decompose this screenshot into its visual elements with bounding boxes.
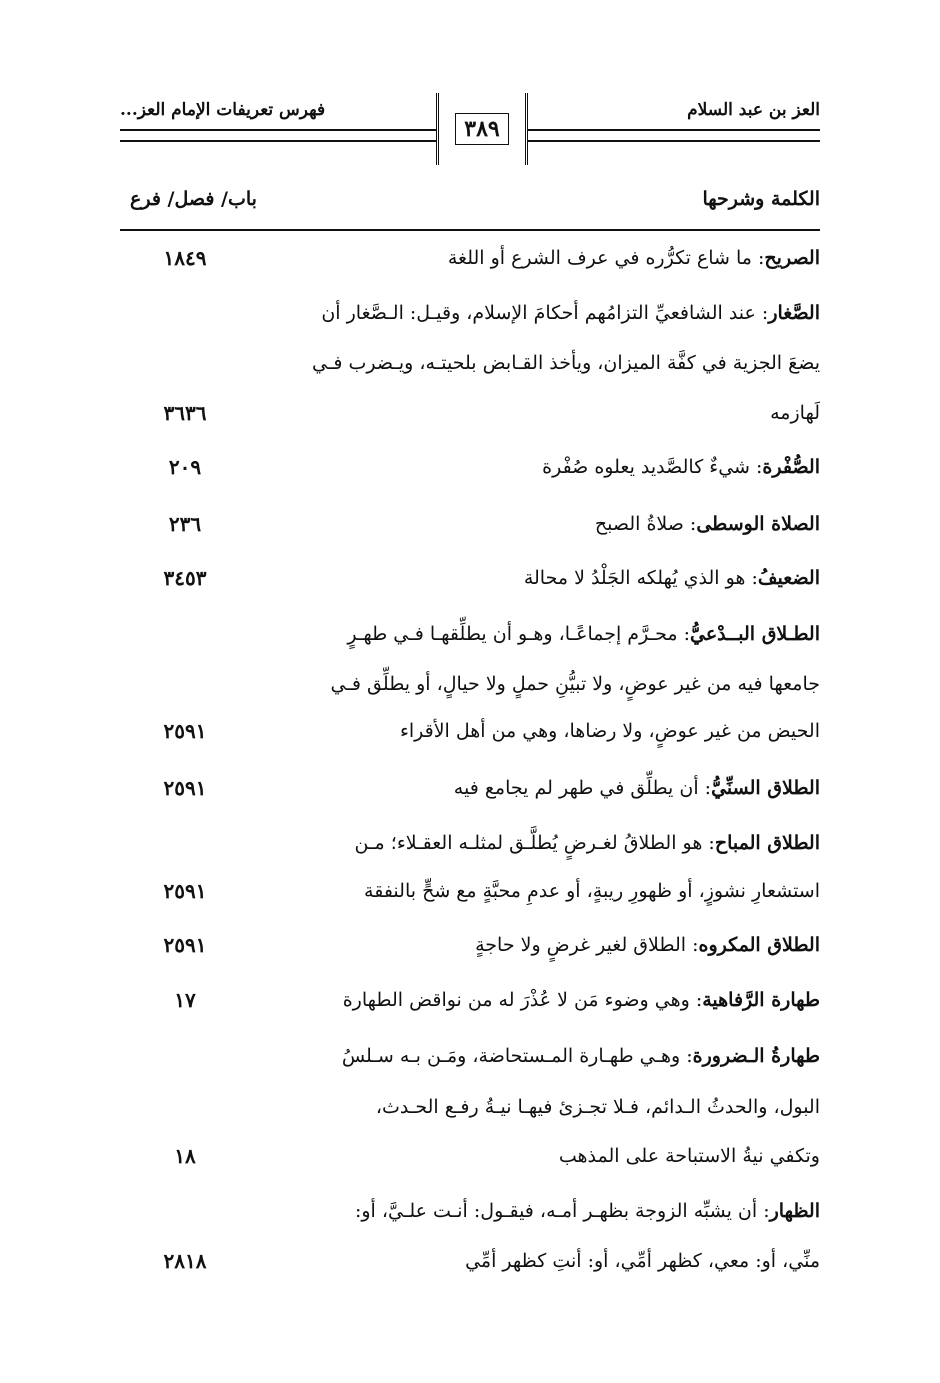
entry-term: الضعيفُ — [757, 567, 820, 589]
entry-text: : هو الطلاقُ لغـرضٍ يُطلَّـق لمثلـه العقـلاء؛ مـن — [354, 832, 715, 854]
entry-ref: ٢٠٩ — [168, 455, 202, 479]
entry-line — [294, 876, 820, 906]
entry-ref: ١٨ — [174, 1144, 196, 1168]
entry-ref: ٣٤٥٣ — [163, 566, 207, 590]
entry-term: الطلاق المكروه — [698, 934, 820, 956]
entry-text: الحيض من غير عوضٍ، ولا رضاها، وهي من أهل الأقراء — [399, 720, 820, 742]
entry-text: وتكفي نيةُ الاستباحة على المذهب — [558, 1145, 820, 1167]
entry-line — [294, 398, 820, 428]
entry-ref: ١٧ — [174, 988, 196, 1012]
entry-line — [294, 828, 820, 858]
page-number: ٣٨٩ — [455, 113, 508, 145]
entry-text: : ما شاع تكرُّره في عرف الشرع أو اللغة — [447, 247, 765, 269]
entry-text: : صلاةُ الصبح — [594, 513, 697, 535]
entry-line — [294, 1196, 820, 1226]
entry-text: جامعها فيه من غير عوضٍ، ولا تبيُّنِ حملٍ ولا حيالٍ، أو يطلِّق فـي — [330, 673, 820, 695]
entry-text: : عند الشافعيِّ التزامُهم أحكامَ الإسلام، وقيـل: الـصَّغار أن — [321, 302, 769, 324]
entry-line — [294, 619, 820, 649]
entry-text: : الطلاق لغير غرضٍ ولا حاجةٍ — [475, 934, 699, 956]
entry-text: لَهازمه — [770, 402, 820, 424]
entry-ref: ٢٥٩١ — [163, 879, 207, 903]
column-header-word: الكلمة وشرحها — [702, 188, 820, 210]
entry-line — [294, 985, 820, 1015]
entry-line — [294, 1041, 820, 1071]
entry-line — [294, 1092, 820, 1122]
entry-line — [294, 669, 820, 699]
entry-term: طهارةُ الـضرورة — [692, 1045, 820, 1067]
entry-ref: ٢٥٩١ — [163, 719, 207, 743]
entry-ref: ١٨٤٩ — [163, 246, 207, 270]
entry-term: الطلاق السنِّيُّ — [711, 777, 820, 799]
entry-ref: ٢٥٩١ — [163, 776, 207, 800]
entry-term: الصُّفْرة — [762, 456, 820, 478]
entry-line — [294, 452, 820, 482]
entry-line — [294, 298, 820, 328]
column-header-ref: باب/ فصل/ فرع — [130, 188, 257, 210]
entry-term: الصَّغار — [768, 302, 820, 324]
entry-text: : أن يطلِّق في طهر لم يجامع فيه — [453, 777, 712, 799]
entry-line — [294, 243, 820, 273]
entry-term: الظهار — [769, 1200, 820, 1222]
entry-term: الصريح — [764, 247, 820, 269]
entry-term: الصلاة الوسطى — [696, 513, 820, 535]
entry-text: : أن يشبِّه الزوجة بظهـر أمـه، فيقـول: أنـت علـيَّ، أو: — [354, 1200, 770, 1222]
running-header-section: فهرس تعريفات الإمام العز... — [120, 100, 326, 120]
entry-term: طهارة الرَّفاهية — [702, 989, 820, 1011]
entry-text: : وهـي طهـارة المـستحاضة، ومَـن بـه سـلسُ — [341, 1045, 693, 1067]
entry-line — [294, 509, 820, 539]
entry-line — [294, 563, 820, 593]
entry-text: البول، والحدثُ الـدائم، فـلا تجـزئ فيهـا نيـةُ رفـع الحـدث، — [375, 1096, 820, 1118]
entry-term: الطلاق المباح — [714, 832, 820, 854]
entry-text: : محـرَّم إجماعًـا، وهـو أن يطلِّقهـا فـي طهـرٍ — [347, 623, 690, 645]
entry-ref: ٢٣٦ — [168, 512, 202, 536]
page-number-box — [436, 93, 528, 165]
entry-line — [294, 716, 820, 746]
entry-term: الطـلاق البــدْعيُّ — [690, 623, 820, 645]
entry-text: استشعارِ نشوزٍ، أو ظهورِ ريبةٍ، أو عدمِ محبَّةٍ مع شحٍّ بالنفقة — [364, 880, 820, 902]
entry-line — [294, 930, 820, 960]
entry-ref: ٢٨١٨ — [163, 1249, 207, 1273]
entry-ref: ٢٥٩١ — [163, 933, 207, 957]
entry-text: : وهي وضوء مَن لا عُذْرَ له من نواقض الطهارة — [342, 989, 703, 1011]
entry-text: يضعَ الجزية في كفَّة الميزان، ويأخذ القـابض بلحيتـه، ويـضرب فـي — [311, 352, 820, 374]
entry-text: منِّي، أو: معي، كظهر أمِّي، أو: أنتِ كظهر أمِّي — [465, 1250, 820, 1272]
entry-line — [294, 1246, 820, 1276]
entry-line — [294, 348, 820, 378]
entry-text: : هو الذي يُهلكه الجَلْدُ لا محالة — [523, 567, 758, 589]
entry-line — [294, 1141, 820, 1171]
entry-line — [294, 773, 820, 803]
column-header-rule — [120, 229, 820, 231]
running-header-author: العز بن عبد السلام — [687, 100, 820, 120]
entry-text: : شيءٌ كالصَّديد يعلوه صُفْرة — [542, 456, 763, 478]
entry-ref: ٣٦٣٦ — [163, 401, 207, 425]
